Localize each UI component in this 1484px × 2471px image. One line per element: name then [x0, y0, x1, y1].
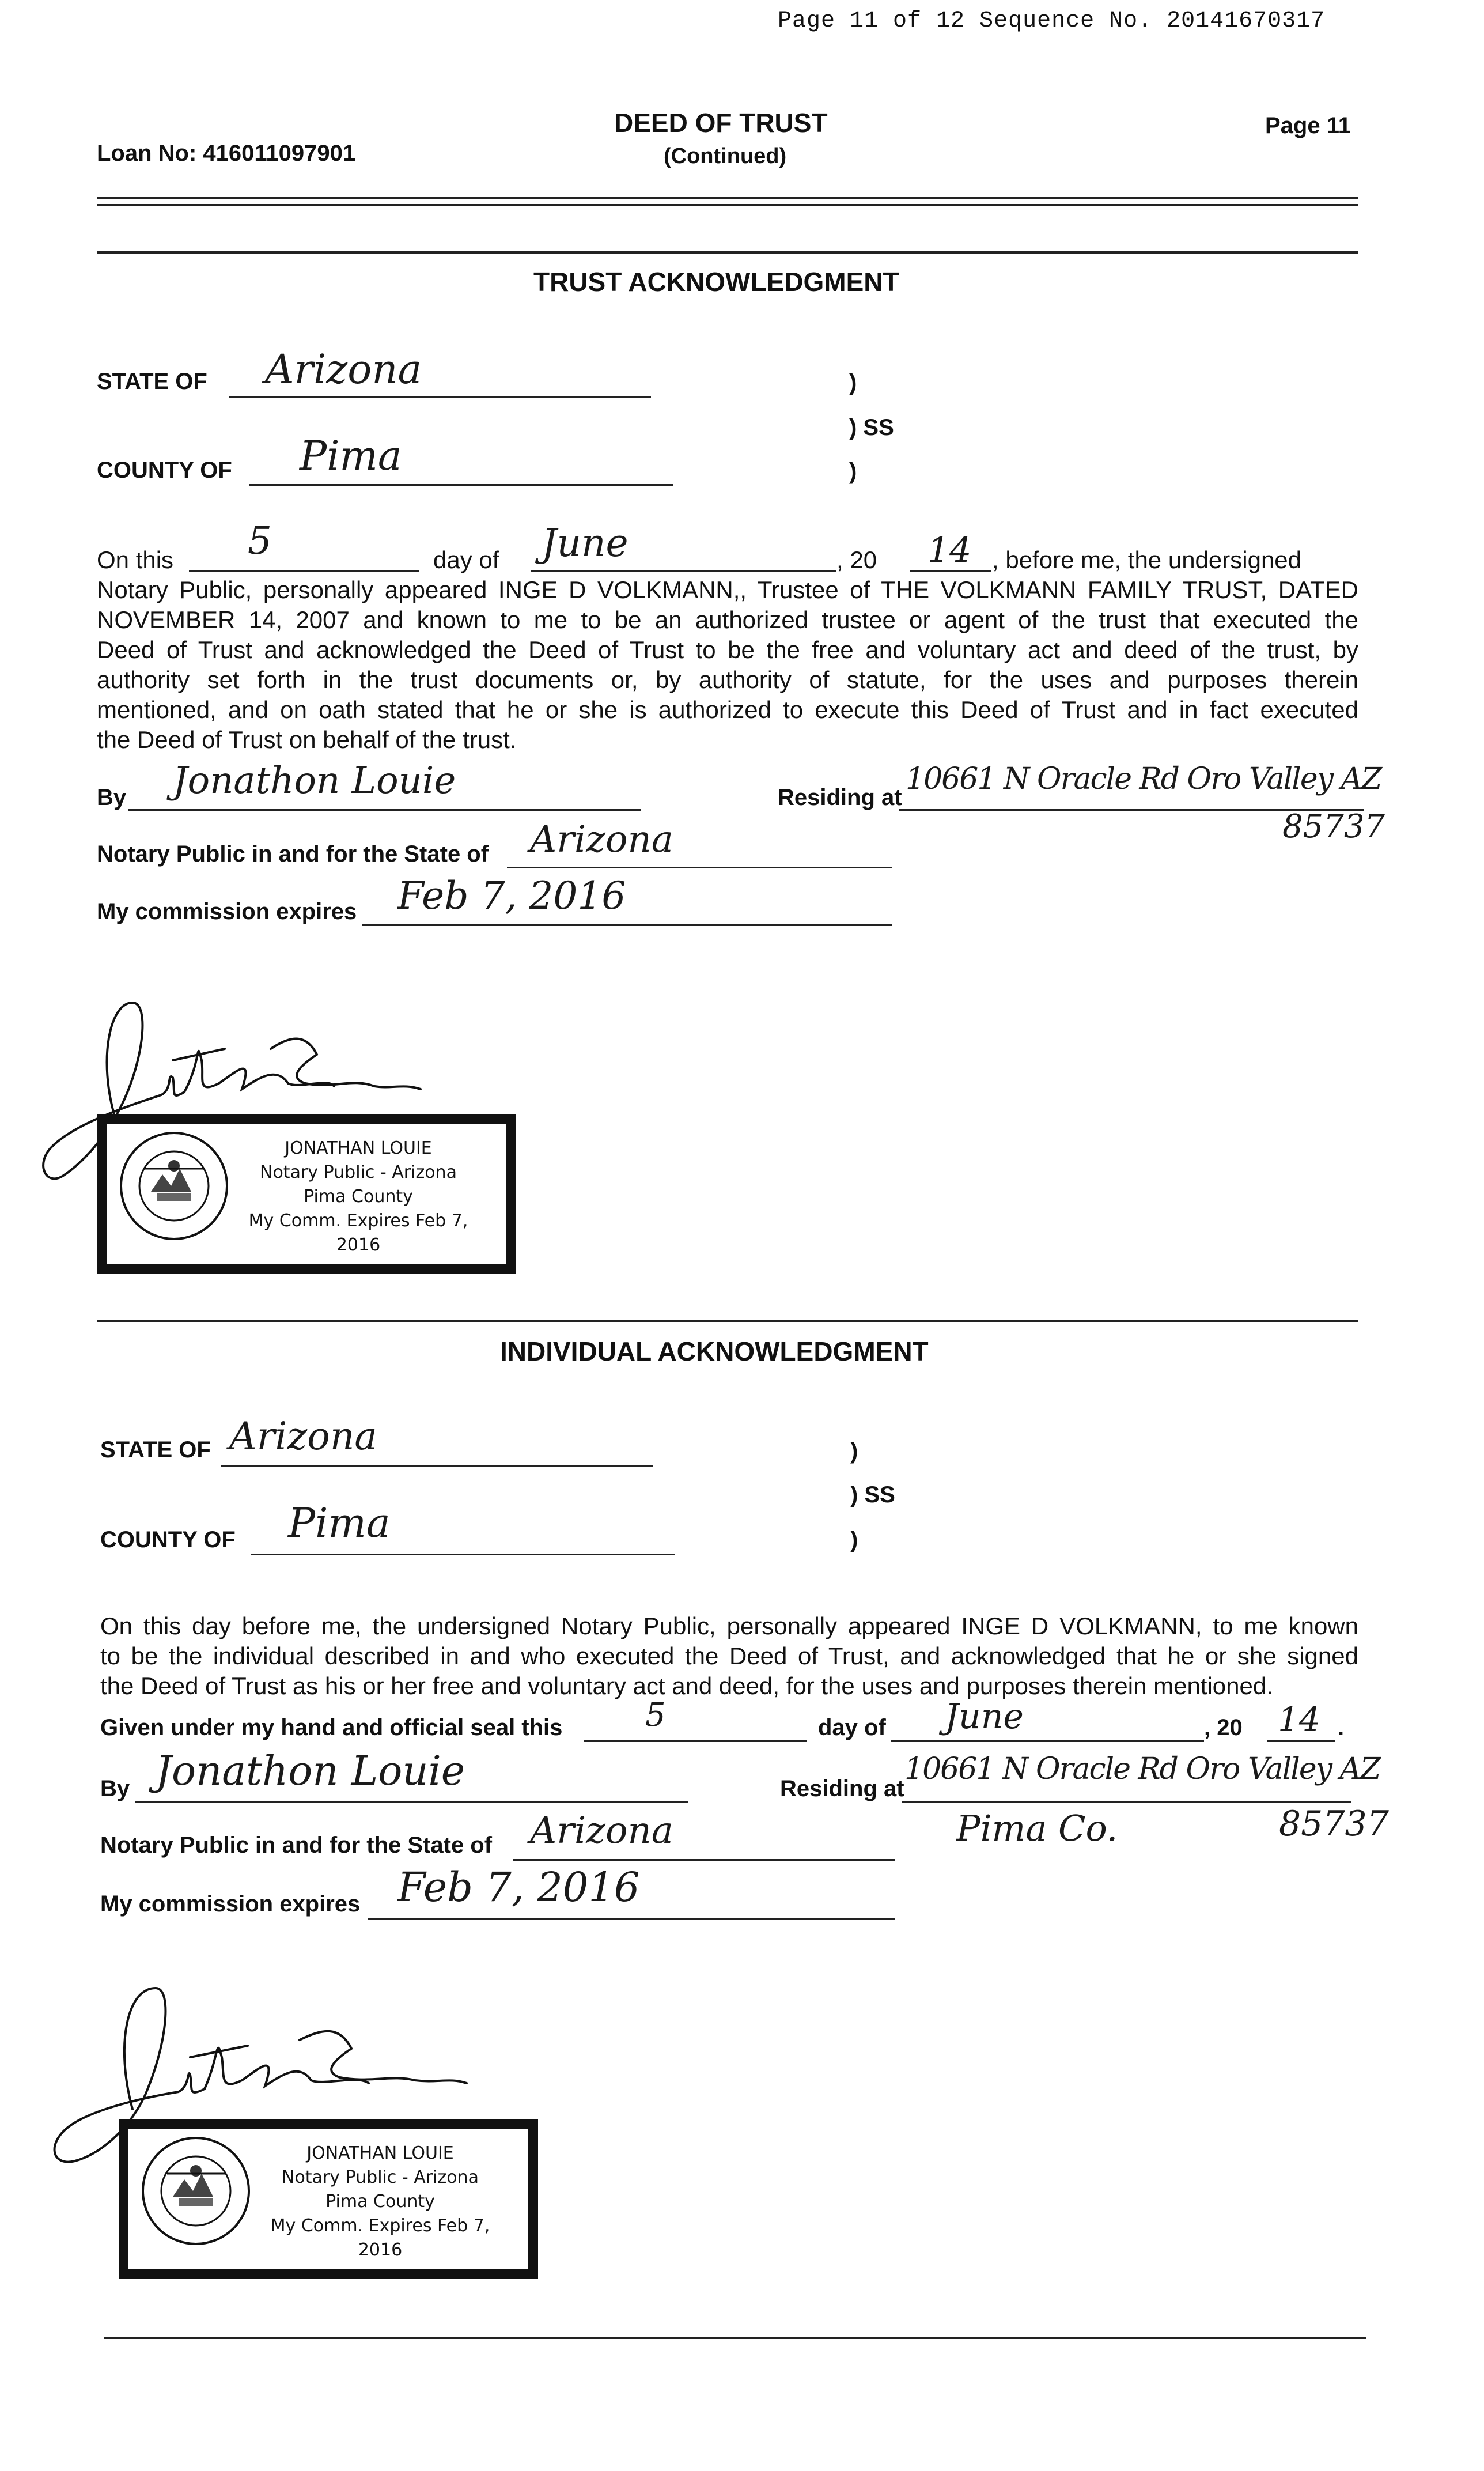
- trust-county-label: COUNTY OF: [97, 458, 232, 483]
- indiv-ack-heading: INDIVIDUAL ACKNOWLEDGMENT: [500, 1336, 929, 1366]
- stamp-line-2: Notary Public - Arizona: [260, 1162, 457, 1182]
- document-subtitle: (Continued): [664, 144, 787, 168]
- section-rule-trust: [97, 251, 1358, 254]
- trust-day-value: 5: [248, 519, 272, 563]
- trust-year-value: 14: [928, 530, 972, 570]
- trust-month-field: [531, 570, 836, 572]
- indiv-by-value: Jonathon Louie: [156, 1747, 465, 1794]
- indiv-given-label: Given under my hand and official seal this: [100, 1715, 563, 1740]
- indiv-para-line-2: to be the individual described in and who executed the Deed of Trust, and acknowledged that he or she signed: [100, 1642, 1358, 1669]
- indiv-state-field: [221, 1465, 653, 1467]
- trust-ack-heading: TRUST ACKNOWLEDGMENT: [533, 267, 899, 297]
- indiv-residing-field: [902, 1801, 1352, 1803]
- header-rule-1: [97, 197, 1358, 199]
- trust-year-field: [910, 570, 991, 572]
- indiv-residing-zip: 85737: [1279, 1804, 1389, 1844]
- indiv-day-value: 5: [645, 1697, 666, 1734]
- trust-residing-label: Residing at: [778, 785, 902, 810]
- trust-paren-1: ): [849, 370, 857, 395]
- trust-year-prefix: , 20: [836, 546, 877, 573]
- indiv-commission-field: [368, 1918, 895, 1920]
- notary-stamp-2: [119, 2119, 538, 2279]
- trust-notary-state-value: Arizona: [530, 818, 673, 861]
- trust-commission-value: Feb 7, 2016: [398, 874, 626, 918]
- indiv-month-field: [891, 1740, 1204, 1742]
- indiv-paren-2: ): [850, 1527, 858, 1552]
- loan-number: Loan No: 416011097901: [97, 141, 356, 166]
- indiv-notary-state-field: [513, 1859, 895, 1861]
- trust-residing-zip: 85737: [1282, 808, 1385, 845]
- trust-day-field: [189, 570, 419, 572]
- header-rule-2: [97, 204, 1358, 206]
- indiv-para-line-1: On this day before me, the undersigned Notary Public, personally appeared INGE D VOLKMANN, to me known: [100, 1612, 1358, 1639]
- indiv-year-value: 14: [1278, 1700, 1320, 1739]
- indiv-by-label: By: [100, 1776, 130, 1801]
- trust-on-this: On this: [97, 546, 174, 573]
- trust-county-value: Pima: [300, 432, 402, 479]
- indiv-state-label: STATE OF: [100, 1437, 211, 1463]
- page-sequence-header: Page 11 of 12 Sequence No. 20141670317: [778, 8, 1326, 34]
- trust-para-line-4: Deed of Trust and acknowledged the Deed of Trust to be the free and voluntary act and deed of the trust, by: [97, 636, 1358, 663]
- document-title: DEED OF TRUST: [614, 108, 828, 138]
- stamp-line-4: My Comm. Expires Feb 7, 2016: [270, 2216, 490, 2260]
- indiv-county-label: COUNTY OF: [100, 1527, 236, 1552]
- trust-month-value: June: [542, 521, 629, 565]
- indiv-residing-label: Residing at: [780, 1776, 904, 1801]
- indiv-state-value: Arizona: [229, 1414, 377, 1459]
- trust-notary-state-label: Notary Public in and for the State of: [97, 841, 489, 867]
- trust-county-field: [249, 484, 673, 486]
- indiv-residing-value: 10661 N Oracle Rd Oro Valley AZ: [904, 1752, 1380, 1786]
- trust-para-line-5: authority set forth in the trust documents or, by authority of statute, for the uses and purposes therein: [97, 666, 1358, 693]
- indiv-county-field: [251, 1554, 675, 1555]
- notary-stamp-1: [97, 1114, 516, 1274]
- trust-paren-2: ): [849, 459, 857, 484]
- indiv-county-value: Pima: [288, 1499, 391, 1547]
- trust-para-line-7: the Deed of Trust on behalf of the trust.: [97, 726, 517, 753]
- trust-state-field: [229, 396, 651, 398]
- footer-rule: [104, 2337, 1366, 2339]
- trust-state-label: STATE OF: [97, 369, 207, 394]
- indiv-paren-1: ): [850, 1438, 858, 1464]
- trust-ss: ) SS: [849, 415, 894, 440]
- stamp-line-2: Notary Public - Arizona: [282, 2167, 479, 2187]
- indiv-notary-state-label: Notary Public in and for the State of: [100, 1833, 493, 1858]
- stamp-line-3: Pima County: [304, 1187, 413, 1207]
- trust-notary-state-field: [507, 867, 892, 868]
- arizona-seal-icon: [138, 2133, 253, 2249]
- trust-state-value: Arizona: [265, 346, 422, 393]
- trust-para-line-6: mentioned, and on oath stated that he or she is authorized to execute this Deed of Trust and in fact executed: [97, 696, 1358, 723]
- trust-by-field: [128, 809, 641, 811]
- section-rule-individual: [97, 1320, 1358, 1322]
- indiv-day-of: day of: [818, 1715, 886, 1740]
- indiv-year-prefix: , 20: [1204, 1715, 1243, 1740]
- stamp-name: JONATHAN LOUIE: [285, 1138, 432, 1158]
- page-label: Page 11: [1265, 113, 1352, 138]
- trust-by-label: By: [97, 785, 127, 810]
- stamp-line-3: Pima County: [325, 2192, 435, 2212]
- trust-before-me: , before me, the undersigned: [992, 546, 1302, 573]
- stamp-name: JONATHAN LOUIE: [306, 2143, 454, 2163]
- indiv-day-field: [584, 1740, 807, 1742]
- trust-para-line-3: NOVEMBER 14, 2007 and known to me to be an authorized trustee or agent of the trust that executed the: [97, 606, 1358, 633]
- indiv-residing-county: Pima Co.: [956, 1807, 1118, 1849]
- indiv-commission-label: My commission expires: [100, 1891, 361, 1917]
- trust-para-line-2: Notary Public, personally appeared INGE D VOLKMANN,, Trustee of THE VOLKMANN FAMILY TRUST, DATED: [97, 576, 1358, 603]
- indiv-month-value: June: [945, 1697, 1024, 1737]
- indiv-ss: ) SS: [850, 1482, 895, 1507]
- trust-residing-value: 10661 N Oracle Rd Oro Valley AZ: [906, 762, 1381, 796]
- indiv-year-field: [1267, 1740, 1335, 1742]
- indiv-commission-value: Feb 7, 2016: [398, 1864, 640, 1911]
- indiv-year-suffix: .: [1338, 1715, 1345, 1740]
- trust-day-of: day of: [433, 546, 499, 573]
- arizona-seal-icon: [116, 1128, 232, 1244]
- stamp-line-4: My Comm. Expires Feb 7, 2016: [248, 1211, 468, 1255]
- trust-by-value: Jonathon Louie: [173, 760, 456, 802]
- indiv-para-line-3: the Deed of Trust as his or her free and voluntary act and deed, for the uses and purposes therein mentioned.: [100, 1672, 1273, 1699]
- trust-commission-label: My commission expires: [97, 899, 357, 924]
- indiv-notary-state-value: Arizona: [530, 1809, 673, 1852]
- indiv-by-field: [135, 1801, 688, 1803]
- trust-commission-field: [362, 924, 892, 926]
